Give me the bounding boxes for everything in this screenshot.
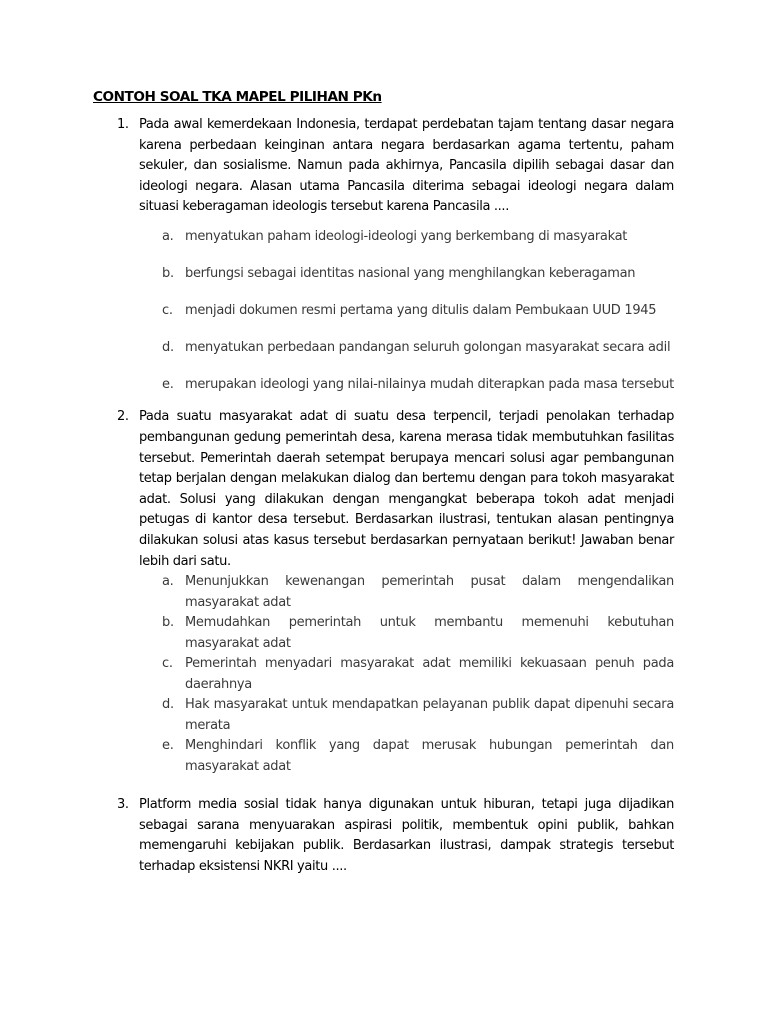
option-text: Memudahkan pemerintah untuk membantu memenuhi kebutuhan masyarakat adat <box>185 615 674 651</box>
option-text: menjadi dokumen resmi pertama yang ditulis dalam Pembukaan UUD 1945 <box>185 302 657 318</box>
option-letter: b. <box>162 615 174 631</box>
option-list <box>139 572 674 777</box>
option-c <box>139 654 674 695</box>
option-letter: e. <box>162 738 174 754</box>
option-text: Hak masyarakat untuk mendapatkan pelayanan publik dapat dipenuhi secara merata <box>185 697 674 733</box>
option-d <box>139 338 674 359</box>
question-number: 1. <box>117 117 129 132</box>
option-text: berfungsi sebagai identitas nasional yang menghilangkan keberagaman <box>185 265 636 281</box>
option-letter: c. <box>162 302 173 318</box>
option-letter: a. <box>162 228 174 244</box>
option-b <box>139 264 674 285</box>
option-c <box>139 301 674 322</box>
option-text: menyatukan paham ideologi-ideologi yang berkembang di masyarakat <box>185 228 628 244</box>
option-letter: c. <box>162 656 173 672</box>
option-text: Menghindari konflik yang dapat merusak hubungan pemerintah dan masyarakat adat <box>185 738 674 774</box>
option-letter: b. <box>162 265 174 281</box>
option-text: menyatukan perbedaan pandangan seluruh golongan masyarakat secara adil <box>185 339 671 355</box>
option-b <box>139 613 674 654</box>
document-title: CONTOH SOAL TKA MAPEL PILIHAN PKn <box>93 89 382 105</box>
option-a <box>139 227 674 248</box>
question-number: 2. <box>117 409 129 425</box>
question-text: Pada awal kemerdekaan Indonesia, terdapat perdebatan tajam tentang dasar negara karena perbedaan keinginan antara negara berdasarkan agama tertentu, paham sekuler, dan sosialisme. Namun pada akhirnya, Pancasila dipilih sebagai dasar dan ideologi negara. Alasan utama Pancasila diterima sebagai ideologi negara dalam situasi keberagaman ideologis tersebut karena Pancasila .... <box>139 117 674 215</box>
option-list <box>139 227 674 396</box>
option-letter: a. <box>162 574 174 590</box>
question-text: Pada suatu masyarakat adat di suatu desa terpencil, terjadi penolakan terhadap pembangunan gedung pemerintah desa, karena merasa tidak membutuhkan fasilitas tersebut. Pemerintah daerah setempat berupaya mencari solusi agar pembangunan tetap berjalan dengan melakukan dialog dan bertemu dengan para tokoh masyarakat adat. Solusi yang dilakukan dengan mengangkat beberapa tokoh adat menjadi petugas di kantor desa tersebut. Berdasarkan ilustrasi, tentukan alasan pentingnya dilakukan solusi atas kasus tersebut berdasarkan pernyataan berikut! Jawaban benar lebih dari satu. <box>139 409 674 569</box>
question-2 <box>93 407 674 777</box>
option-letter: d. <box>162 697 174 713</box>
question-1 <box>93 115 674 395</box>
option-text: Pemerintah menyadari masyarakat adat memiliki kekuasaan penuh pada daerahnya <box>185 656 674 692</box>
option-e <box>139 736 674 777</box>
question-number: 3. <box>117 797 129 813</box>
option-letter: e. <box>162 376 174 392</box>
option-a <box>139 572 674 613</box>
option-d <box>139 695 674 736</box>
option-letter: d. <box>162 339 174 355</box>
option-e <box>139 375 674 396</box>
question-text: Platform media sosial tidak hanya digunakan untuk hiburan, tetapi juga dijadikan sebagai sarana menyuarakan aspirasi politik, membentuk opini publik, bahkan memengaruhi kebijakan publik. Berdasarkan ilustrasi, dampak strategis tersebut terhadap eksistensi NKRI yaitu .... <box>139 797 674 874</box>
option-text: merupakan ideologi yang nilai-nilainya mudah diterapkan pada masa tersebut <box>185 376 674 392</box>
option-text: Menunjukkan kewenangan pemerintah pusat dalam mengendalikan masyarakat adat <box>185 574 674 610</box>
question-3 <box>93 795 674 877</box>
question-list <box>93 115 674 878</box>
